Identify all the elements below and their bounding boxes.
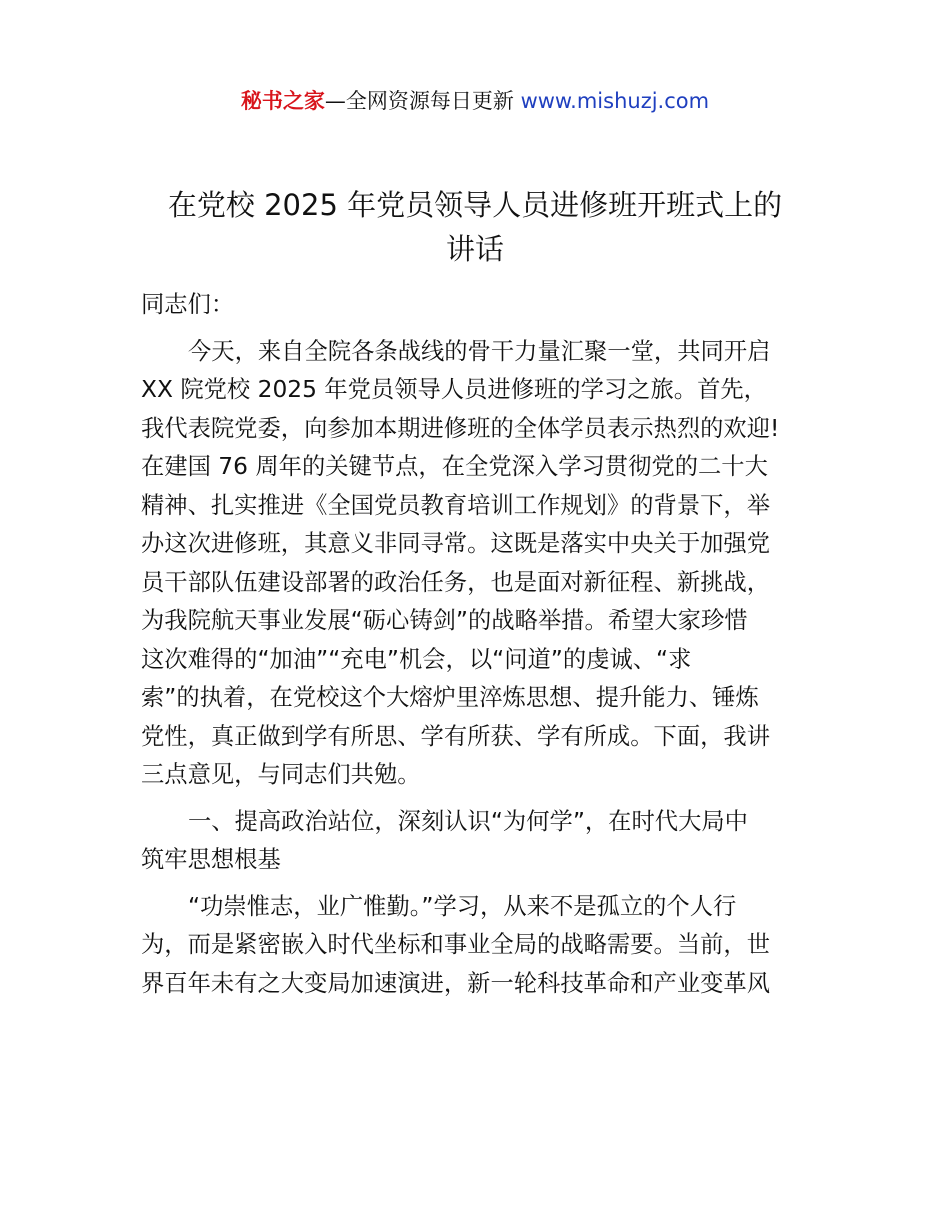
text-line: 筑牢思想根基: [141, 846, 281, 873]
text-line: 为我院航天事业发展“砺心铸剑”的战略举措。希望大家珍惜: [141, 607, 748, 634]
text-line: 为，而是紧密嵌入时代坐标和事业全局的战略需要。当前，世: [141, 931, 771, 958]
text-line: 三点意见，与同志们共勉。: [141, 761, 421, 788]
title-line-1: 在党校 2025 年党员领导人员进修班开班式上的: [167, 188, 783, 222]
paragraph-intro: [141, 333, 821, 795]
title-line-2: 讲话: [445, 232, 504, 266]
document-title: [120, 183, 830, 271]
text-line: 这次难得的“加油”“充电”机会，以“问道”的虔诚、“求: [141, 645, 692, 673]
text-line: 办这次进修班，其意义非同寻常。这既是落实中央关于加强党: [141, 530, 771, 557]
text-line: 党性，真正做到学有所思、学有所获、学有所成。下面，我讲: [141, 722, 771, 750]
text-line: 界百年未有之大变局加速演进，新一轮科技革命和产业变革风: [141, 969, 771, 997]
section-heading-1: [141, 803, 821, 880]
site-brand: 秘书之家: [240, 89, 325, 113]
text-line: 在建国 76 周年的关键节点，在全党深入学习贯彻党的二十大: [141, 453, 768, 480]
text-line: 员干部队伍建设部署的政治任务，也是面对新征程、新挑战，: [141, 568, 771, 596]
salutation: 同志们：: [141, 291, 235, 318]
document-body: [141, 286, 821, 1011]
paragraph-section-1: [141, 888, 821, 1004]
text-line: 一、提高政治站位，深刻认识“为何学”，在时代大局中: [188, 807, 748, 835]
text-line: 我代表院党委，向参加本期进修班的全体学员表示热烈的欢迎!: [141, 414, 780, 442]
site-header: [0, 86, 950, 116]
site-url-link[interactable]: www.mishuzj.com: [520, 89, 710, 113]
site-tagline: —全网资源每日更新: [324, 89, 514, 113]
text-line: 索”的执着，在党校这个大熔炉里淬炼思想、提升能力、锤炼: [141, 684, 759, 711]
text-line: 精神、扎实推进《全国党员教育培训工作规划》的背景下，举: [141, 491, 771, 519]
text-line: “功崇惟志，业广惟勤。”学习，从来不是孤立的个人行: [188, 892, 737, 920]
text-line: XX 院党校 2025 年党员领导人员进修班的学习之旅。首先，: [141, 376, 767, 403]
text-line: 今天，来自全院各条战线的骨干力量汇聚一堂，共同开启: [188, 337, 771, 365]
